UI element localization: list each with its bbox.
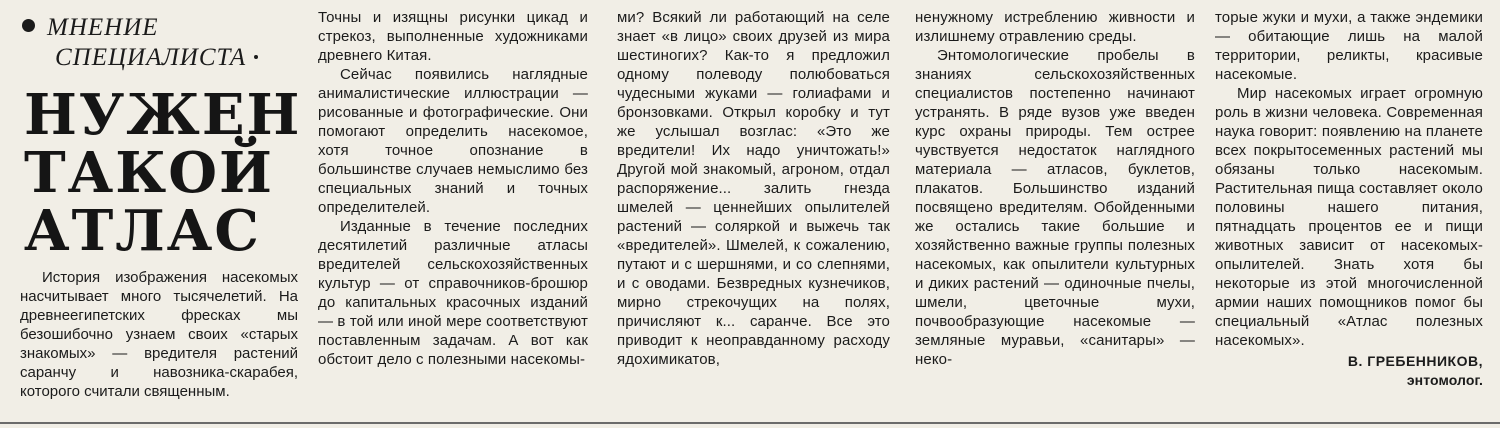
column-2-paragraph-3: Изданные в течение последних десятилетий различные атласы вредителей сельскохозяйственных культур — от справочников-брошюр до капитальных красочных изданий — в той или иной мере соответствуют поставленным задачам. А вот как обстоит дело с полезными насекомы- [318, 218, 588, 368]
rubric-line-1: МНЕНИЕ [47, 14, 159, 41]
headline-line-1: НУЖЕН [24, 82, 302, 148]
bottom-rule [0, 422, 1500, 424]
column-4-paragraph-2: Энтомологические пробелы в знаниях сельскохозяйственных специалистов постепенно начинают устранять. В ряде вузов уже введен курс охраны природы. Тем острее чувствуется недостаток наглядного материала — атласов, буклетов, плакатов. Большинство изданий посвящено вредителям. Обойденными же остались такие большие и хозяйственно важные группы полезных насекомых, как опылители культурных и диких растений — одиночные пчелы, шмели, цветочные мухи, почвообразующие насекомые — земляные муравьи, «санитары» — неко- [915, 47, 1195, 368]
column-3-paragraph-1: ми? Всякий ли работающий на селе знает «в лицо» своих друзей из мира шестиногих? Как-то я предложил одному полеводу полюбоваться чудесными жуками — голиафами и бронзовками. Открыл коробку и тут же услышал возглас: «Это же вредители! Их надо уничтожать!» Другой мой знакомый, агроном, отдал распоряжение... залить гнезда шмелей — ценнейших опылителей растений — соляркой и выжечь так «вредителей». Шмелей, к сожалению, путают и с шершнями, и со слепнями, и с оводами. Безвредных кузнечиков, мирно стрекочущих на полях, причисляют к... саранче. Все это приводит к неоправданному расходу ядохимикатов, [617, 9, 890, 368]
column-3 [617, 8, 890, 369]
bullet-icon [22, 19, 35, 32]
small-dot-icon [254, 55, 258, 59]
headline-line-2: ТАКОЙ [24, 140, 274, 206]
headline-line-3: АТЛАС [24, 198, 261, 264]
column-2 [318, 8, 588, 369]
column-4 [915, 8, 1195, 369]
column-5-paragraph-2: Мир насекомых играет огромную роль в жизни человека. Современная наука говорит: появлению на планете всех покрытосеменных растений мы обязаны только насекомым. Растительная пища составляет около половины нашего питания, пятнадцать процентов ее и пищи животных зависит от насекомых-опылителей. Знать хотя бы некоторые из этой многочисленной армии наших помощников помог бы специальный «Атлас полезных насекомых». [1215, 85, 1483, 349]
intro-text: История изображения насекомых насчитывает много тысячелетий. На древнеегипетских фресках мы безошибочно узнаем своих «старых знакомых» — вредителя растений саранчу и навозника-скарабея, которого считали священным. [20, 269, 298, 400]
column-2-paragraph-1: Точны и изящны рисунки цикад и стрекоз, выполненные художниками древнего Китая. [318, 9, 588, 64]
rubric [22, 13, 302, 73]
column-5-paragraph-1: торые жуки и мухи, а также эндемики — обитающие лишь на малой территории, реликты, красивые насекомые. [1215, 9, 1483, 83]
author-title: энтомолог. [1406, 372, 1483, 388]
column-5 [1215, 8, 1483, 390]
column-4-paragraph-1: ненужному истреблению живности и излишнему отравлению среды. [915, 9, 1195, 45]
rubric-line-2: СПЕЦИАЛИСТА [55, 44, 247, 71]
author-name: В. ГРЕБЕННИКОВ, [1347, 353, 1483, 369]
column-2-paragraph-2: Сейчас появились наглядные анималистические иллюстрации — рисованные и фотографические. Они помогают определить насекомое, хотя точное опознание в большинстве случаев немыслимо без специальных знаний и точных определителей. [318, 66, 588, 216]
headline [24, 82, 314, 264]
intro-paragraph [20, 268, 298, 401]
